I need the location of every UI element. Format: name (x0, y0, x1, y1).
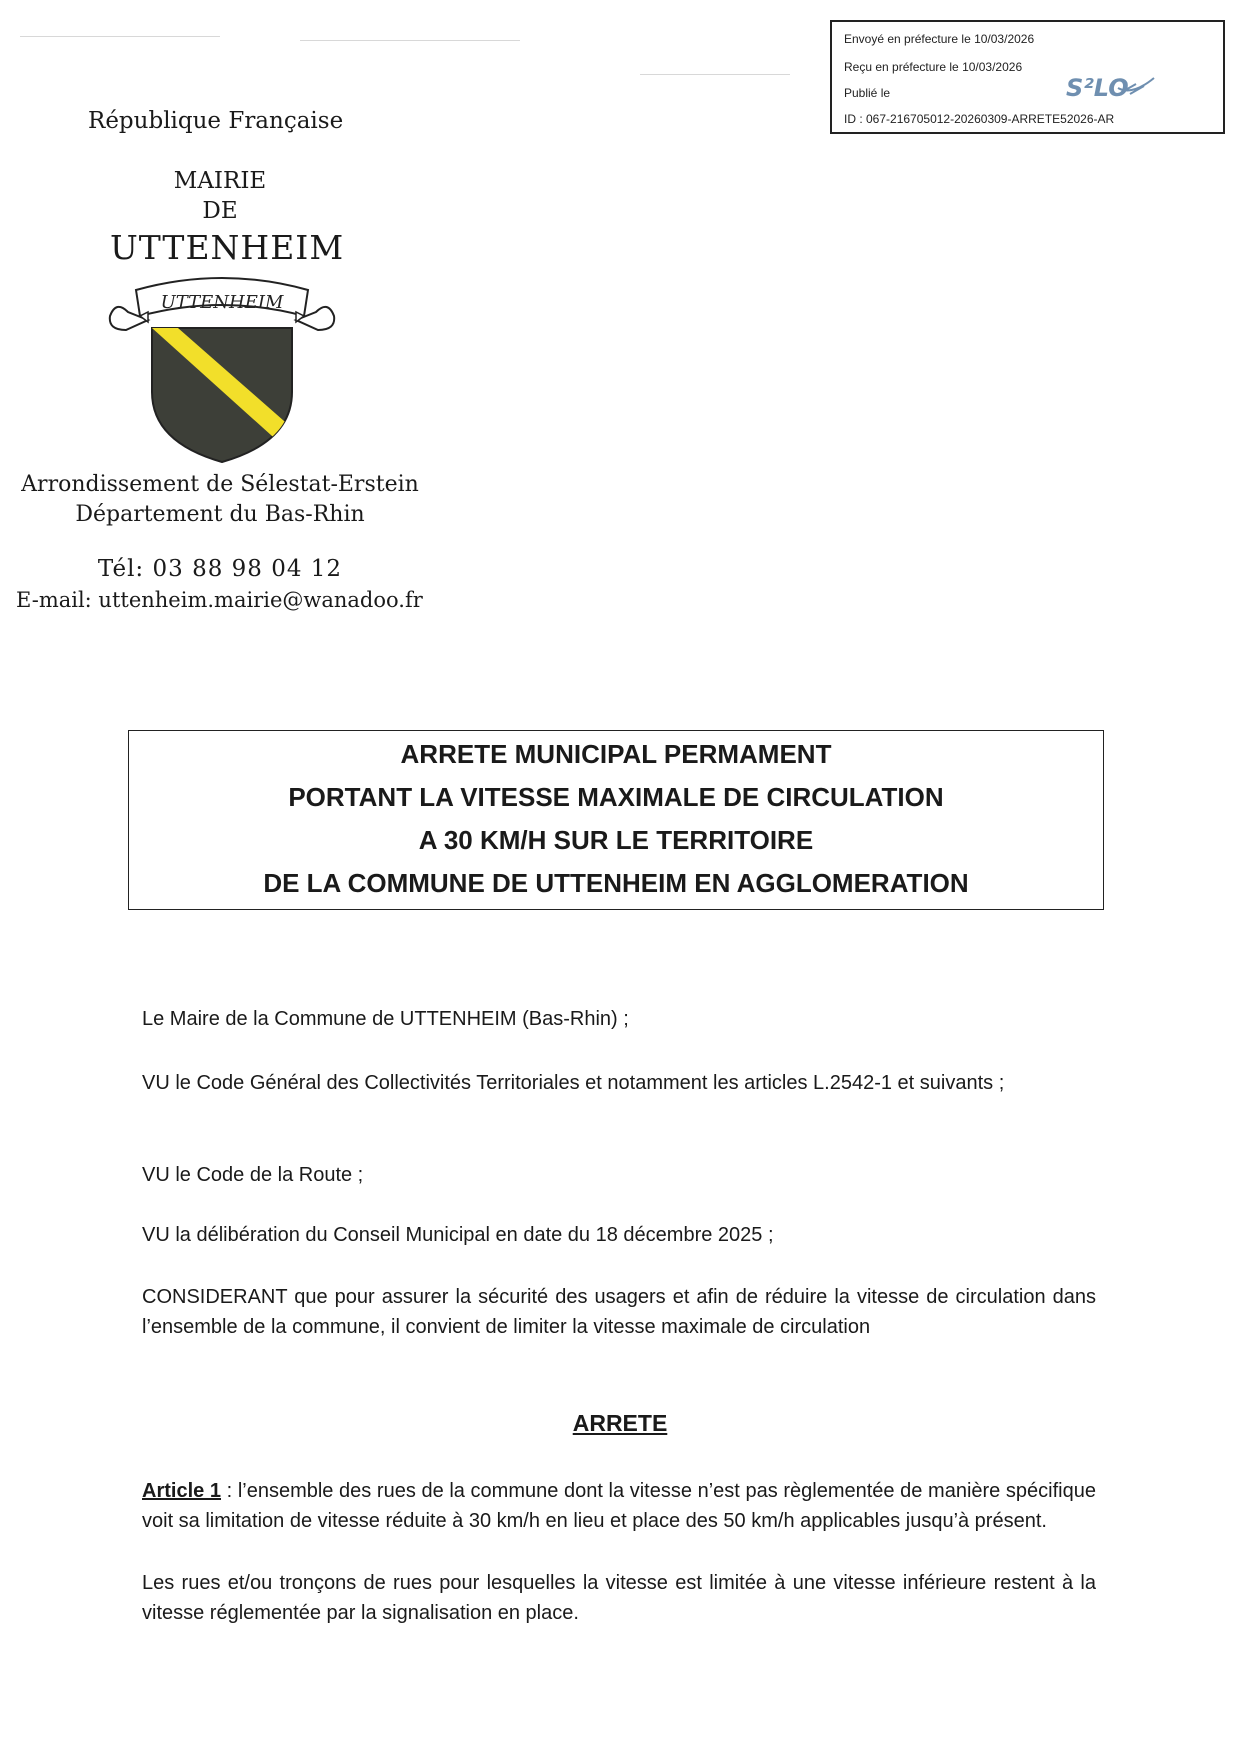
article-1-label: Article 1 (142, 1480, 221, 1502)
document-title-box (128, 730, 1104, 910)
paragraph-vu-deliberation: VU la délibération du Conseil Municipal en date du 18 décembre 2025 ; (142, 1224, 774, 1246)
paragraph-maire: Le Maire de la Commune de UTTENHEIM (Bas-Rhin) ; (142, 1008, 629, 1030)
title-line2: PORTANT LA VITESSE MAXIMALE DE CIRCULATION (288, 782, 944, 812)
address-block (0, 470, 440, 530)
scan-artifact (640, 74, 790, 75)
arrete-heading: ARRETE (572, 1410, 668, 1436)
departement-label: Département du Bas-Rhin (75, 502, 365, 527)
stamp-received: Reçu en préfecture le 10/03/2026 (844, 60, 1023, 74)
article-1-continued: Les rues et/ou tronçons de rues pour lesquelles la vitesse est limitée à une vitesse inférieure restent à la vitesse réglementée par la signalisation en place. (142, 1572, 1096, 1624)
svg-text:S²LO: S²LO (1066, 74, 1129, 102)
title-line4: DE LA COMMUNE DE UTTENHEIM EN AGGLOMERATION (263, 868, 969, 898)
crest-banner-text: UTTENHEIM (160, 292, 284, 313)
stamp-sent: Envoyé en préfecture le 10/03/2026 (844, 32, 1035, 46)
mairie-line2: DE (202, 198, 238, 224)
arrondissement-label: Arrondissement de Sélestat-Erstein (21, 472, 419, 497)
scan-artifact (20, 36, 220, 37)
paragraph-vu-cgct: VU le Code Général des Collectivités Territoriales et notamment les articles L.2542-1 et suivants ; (142, 1072, 1005, 1094)
title-line3: A 30 KM/H SUR LE TERRITOIRE (418, 825, 814, 855)
mairie-heading (160, 166, 280, 226)
scan-artifact (300, 40, 520, 41)
paragraph-considerant: CONSIDERANT que pour assurer la sécurité des usagers et afin de réduire la vitesse de circulation dans l’ensemble de la commune, il convient de limiter la vitesse maximale de circulation (142, 1286, 1096, 1338)
coat-of-arms-logo (108, 272, 336, 464)
title-line1: ARRETE MUNICIPAL PERMAMENT (400, 739, 832, 769)
s2lo-logo (1062, 66, 1162, 108)
article-1-text: : l’ensemble des rues de la commune dont la vitesse n’est pas règlementée de manière spécifique voit sa limitation de vitesse réduite à 30 km/h en lieu et place des 50 km/h applicables jusqu’à présent. (142, 1480, 1096, 1532)
email-address: E-mail: uttenheim.mairie@wanadoo.fr (16, 588, 423, 612)
commune-name: UTTENHEIM (110, 228, 345, 267)
stamp-published: Publié le (844, 86, 891, 100)
crest-shield (152, 328, 292, 462)
prefecture-stamp (830, 20, 1225, 134)
paragraph-vu-code-route: VU le Code de la Route ; (142, 1164, 364, 1186)
article-1 (142, 1476, 1096, 1536)
republic-label: République Française (88, 108, 344, 134)
mairie-line1: MAIRIE (173, 168, 267, 194)
stamp-id: ID : 067-216705012-20260309-ARRETE52026-AR (844, 112, 1115, 126)
phone-number: Tél: 03 88 98 04 12 (97, 556, 343, 582)
